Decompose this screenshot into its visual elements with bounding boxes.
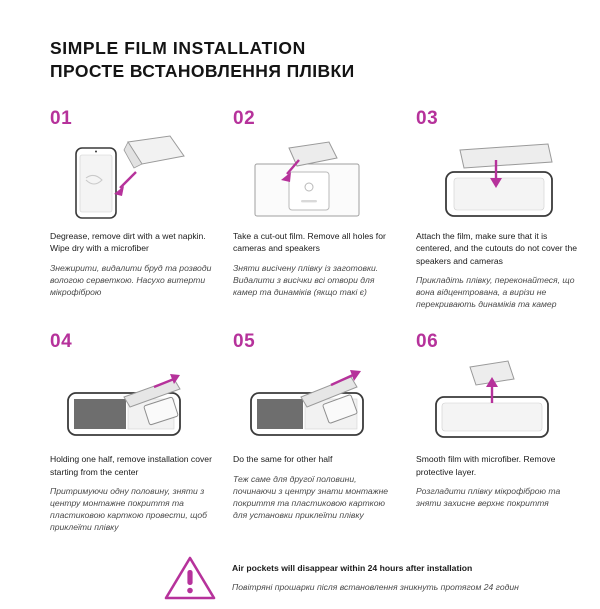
page-title: SIMPLE FILM INSTALLATION (50, 38, 306, 58)
step-illustration-02 (233, 134, 398, 222)
step-text-en-06: Smooth film with microfiber. Remove protective layer. (416, 454, 556, 477)
step-illustration-03 (416, 134, 581, 222)
step-card-01 (50, 109, 215, 310)
step-text-uk-05: Теж саме для другої половини, починаючи з центру знати монтажне покриття та пластиковою карткою для установки приклеїти плівку (233, 473, 389, 521)
step-number-02: 02 (233, 108, 256, 130)
step-card-02 (233, 109, 398, 310)
step-text-uk-06: Розгладити плівку мікрофіброю та зняти захисне верхнє покриття (416, 485, 561, 509)
step-illustration-06 (416, 357, 581, 445)
step-card-03 (416, 109, 581, 310)
step-card-05 (233, 332, 398, 533)
footer-note (50, 556, 554, 609)
steps-grid (50, 108, 578, 533)
step-number-03: 03 (416, 108, 439, 130)
step-card-06 (416, 332, 581, 533)
step-number-04: 04 (50, 331, 73, 353)
step-card-04 (50, 332, 215, 533)
step-text-en-03: Attach the film, make sure that it is centered, and the cutouts do not cover the speakers and cameras (416, 231, 578, 266)
step-text-en-05: Do the same for other half (233, 454, 333, 465)
header (50, 38, 554, 81)
step-text-uk-02: Зняти висічену плівку із заготовки. Видалити з висічки всі отвори для камер та динаміків (якщо такі є) (233, 262, 379, 298)
page-subtitle: ПРОСТЕ ВСТАНОВЛЕННЯ ПЛІВКИ (50, 61, 355, 82)
footer-text-en: Air pockets will disappear within 24 hours after installation (232, 562, 473, 573)
step-number-01: 01 (50, 108, 73, 130)
step-illustration-04 (50, 357, 215, 445)
step-text-uk-04: Притримуючи одну половину, зняти з центру монтажне покриття та пластиковою карткою провести, щоб приклеїти плівку (50, 485, 208, 533)
step-number-06: 06 (416, 331, 439, 353)
step-text-en-01: Degrease, remove dirt with a wet napkin. Wipe dry with a microfiber (50, 231, 206, 254)
step-illustration-05 (233, 357, 398, 445)
step-text-uk-03: Прикладіть плівку, переконайтеся, що вона відцентрована, а вирізи не перекривають динаміків та камер (416, 274, 575, 310)
step-number-05: 05 (233, 331, 256, 353)
step-illustration-01 (50, 134, 215, 222)
warning-exclamation-triangle-icon (162, 552, 218, 609)
step-text-uk-01: Знежирити, видалити бруд та розводи вологою серветкою. Насухо витерти мікрофіброю (50, 262, 212, 298)
step-text-en-04: Holding one half, remove installation cover starting from the center (50, 454, 212, 477)
step-text-en-02: Take a cut-out film. Remove all holes for cameras and speakers (233, 231, 386, 254)
footer-text-uk: Повітряні прошарки після встановлення зникнуть протягом 24 годин (232, 582, 519, 593)
footer-text-block (232, 556, 519, 594)
